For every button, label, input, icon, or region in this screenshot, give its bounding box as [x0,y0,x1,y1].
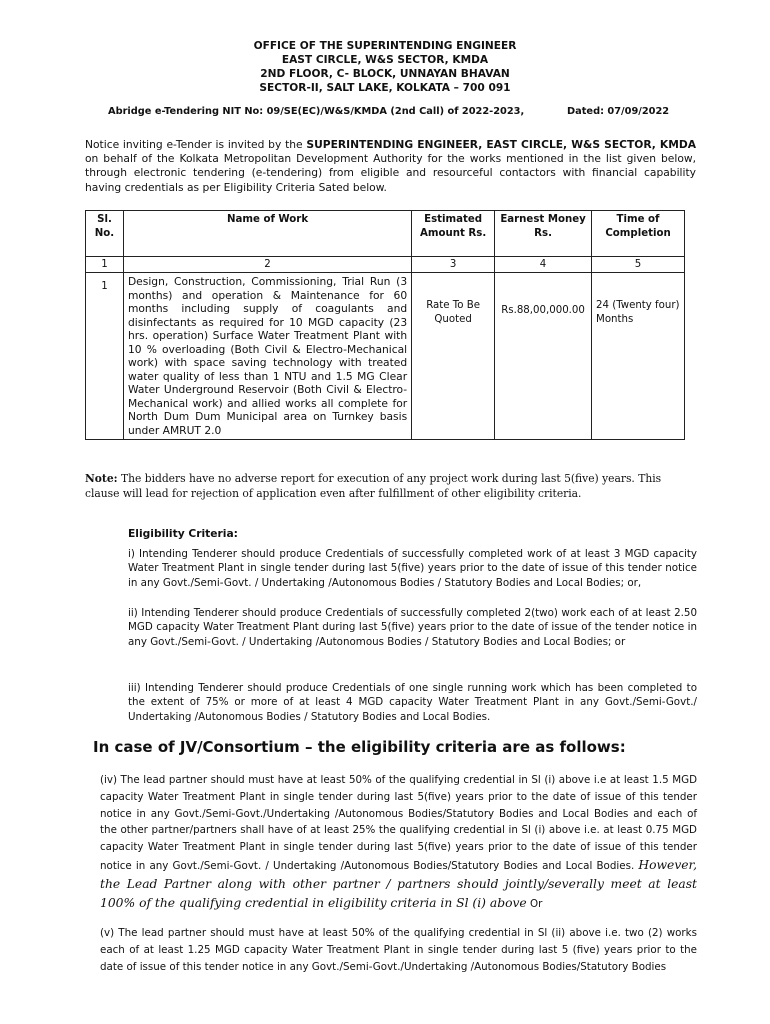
index-cell: 1 [86,257,124,273]
header-line-4: SECTOR-II, SALT LAKE, KOLKATA – 700 091 [259,82,511,94]
table-index-row [86,257,685,273]
index-cell: 4 [495,257,592,273]
header-line-3: 2ND FLOOR, C- BLOCK, UNNAYAN BHAVAN [260,68,510,80]
jv-iv-or: Or [529,897,543,910]
index-cell: 2 [123,257,411,273]
row-sl: 1 [86,273,124,440]
criterion-i: i) Intending Tenderer should produce Credentials of successfully completed work of at least 3 MGD capacity Water Treatment Plant in single tender during last 5(five) years prior to the date of issue of this tender notice in any Govt./Semi-Govt. / Undertaking /Autonomous Bodies / Statutory Bodies and Local Bodies; or, [128,548,697,589]
row-work-name: Design, Construction, Commissioning, Trial Run (3 months) and operation & Maintenance for 60 months including supply of coagulants and disinfectants as required for 10 MGD capacity (23 hrs. operation) Surface Water Treatment Plant with 10 % overloading (Both Civil & Electro-Mechanical work) with space saving technology with treated water quality of less than 1 NTU and 1.5 MG Clear Water Underground Reservoir (Both Civil & Electro-Mechanical work) and allied works all complete for North Dum Dum Municipal area on Turnkey basis under AMRUT 2.0 [123,273,411,440]
note-paragraph [85,472,685,501]
intro-paragraph [85,138,696,195]
col-header-amount: Estimated Amount Rs. [412,211,495,257]
table-header-row [86,211,685,257]
jv-iv-italic: However, the Lead Partner along with other partner / partners should jointly/severally meet at least 100% of the qualifying credential in eligibility criteria in Sl (i) above [100,857,697,910]
row-amount: Rate To Be Quoted [412,273,495,440]
jv-criterion-v: (v) The lead partner should must have at least 50% of the qualifying credential in Sl (ii) above i.e. two (2) works each of at least 1.25 MGD capacity Water Treatment Plant in single tender during last 5 (five) years prior to the date of issue of this tender notice in any Govt./Semi-Govt./Undertaking /Autonomous Bodies/Statutory Bodies [100,927,697,973]
note-text: The bidders have no adverse report for execution of any project work during last 5(five) years. This clause will lead for rejection of application even after fulfillment of other eligibility criteria. [85,472,662,500]
col-header-name: Name of Work [123,211,411,257]
nit-number: Abridge e-Tendering NIT No: 09/SE(EC)/W&S/KMDA (2nd Call) of 2022-2023, [108,106,525,117]
index-cell: 3 [412,257,495,273]
criterion-ii: ii) Intending Tenderer should produce Credentials of successfully completed 2(two) work each of at least 2.50 MGD capacity Water Treatment Plant during last 5(five) years prior to the date of issue of the tender notice in any Govt./Semi-Govt. / Undertaking /Autonomous Bodies / Statutory Bodies and Local Bodies; or [128,607,697,648]
row-emd: Rs.88,00,000.00 [495,273,592,440]
eligibility-heading: Eligibility Criteria: [128,527,238,540]
col-header-time: Time of Completion [592,211,685,257]
jv-iv-text: (iv) The lead partner should must have at least 50% of the qualifying credential in Sl (i) above i.e at least 1.5 MGD capacity Water Treatment Plant in single tender during last 5(five) years prior to the date of issue of this tender notice in any Govt./Semi-Govt./Undertaking /Autonomous Bodies/Statutory Bodies and Local Bodies and each of the other partner/partners shall have of at least 25% the qualifying credential in Sl (i) above i.e. at least 0.75 MGD capacity Water Treatment Plant in single tender during last 5(five) years prior to the date of issue of this tender notice in any Govt./Semi-Govt. / Undertaking /Autonomous Bodies/Statutory Bodies and Local Bodies. [100,774,697,872]
table-row [86,273,685,440]
notice-date: Dated: 07/09/2022 [567,106,670,117]
header-line-2: EAST CIRCLE, W&S SECTOR, KMDA [281,54,489,66]
col-header-sl: Sl. No. [86,211,124,257]
note-label: Note: [85,472,118,485]
intro-authority: SUPERINTENDING ENGINEER, EAST CIRCLE, W&S SECTOR, KMDA [306,138,696,151]
intro-pre: Notice inviting e-Tender is invited by the [85,138,307,151]
works-table [85,210,685,440]
index-cell: 5 [592,257,685,273]
criterion-iii: iii) Intending Tenderer should produce Credentials of one single running work which has been completed to the extent of 75% or more of at least 4 MGD capacity Water Treatment Plant in any Govt./Semi-Govt./ Undertaking /Autonomous Bodies / Statutory Bodies and Local Bodies. [128,682,697,723]
jv-criterion-iv [100,772,697,913]
col-header-emd: Earnest Money Rs. [495,211,592,257]
row-time: 24 (Twenty four) Months [592,273,685,440]
header-line-1: OFFICE OF THE SUPERINTENDING ENGINEER [253,40,517,52]
intro-post: on behalf of the Kolkata Metropolitan Development Authority for the works mentioned in the list given below, through electronic tendering (e-tendering) from eligible and resourceful contactors with financial capability having credentials as per Eligibility Criteria Sated below. [85,152,696,194]
jv-heading: In case of JV/Consortium – the eligibility criteria are as follows: [93,738,626,756]
